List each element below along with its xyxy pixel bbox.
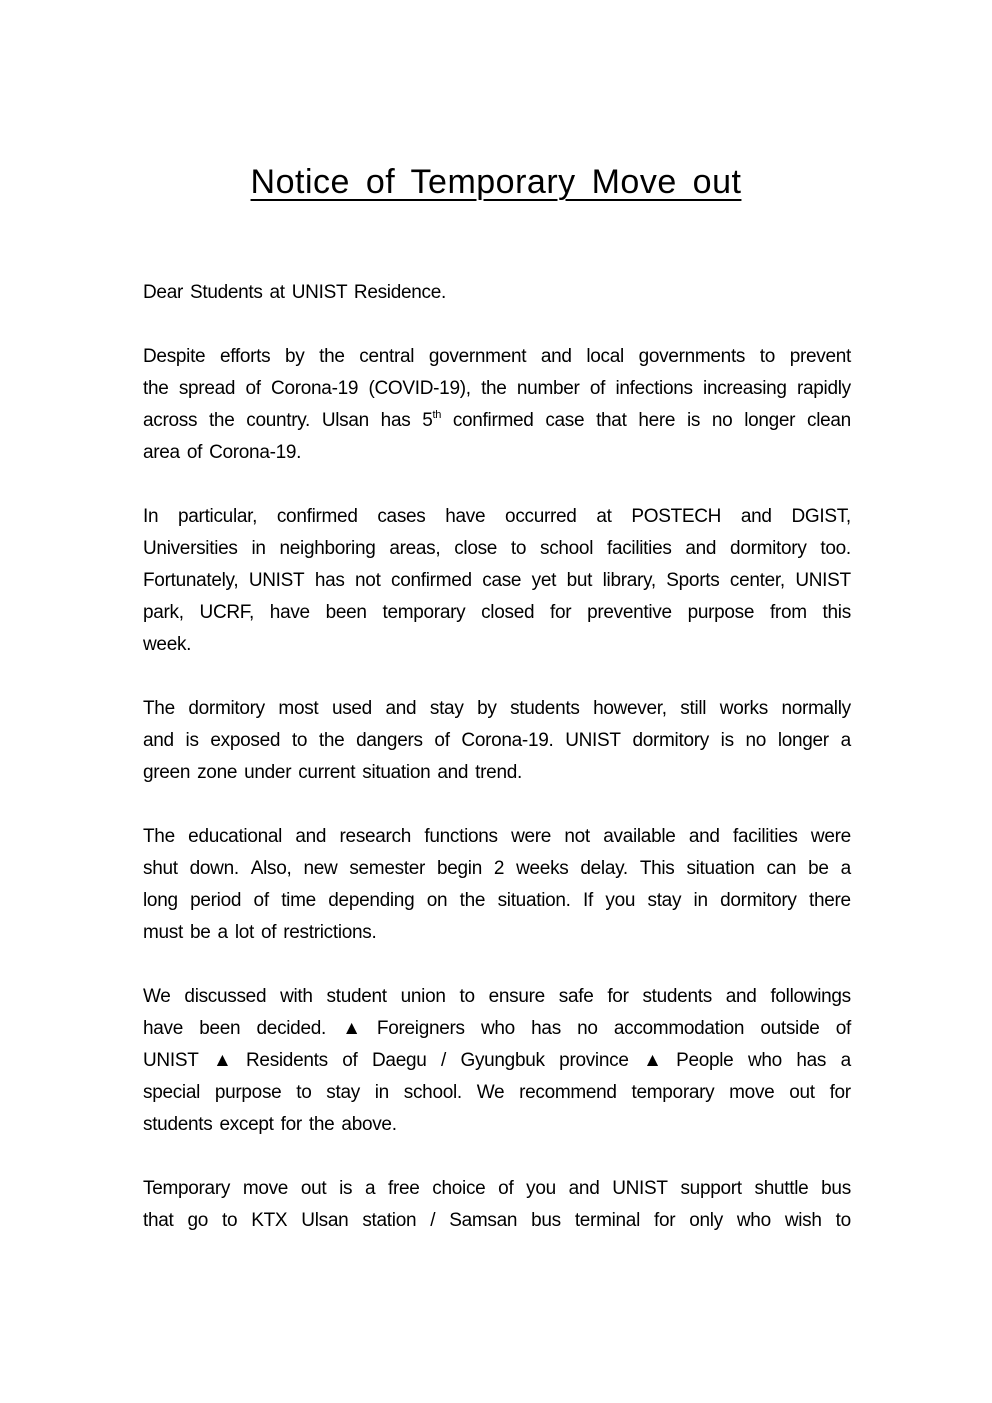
word: from xyxy=(769,602,807,623)
word: for xyxy=(550,602,572,623)
word: Despite xyxy=(143,346,206,367)
word: in xyxy=(251,538,266,559)
word: Corona-19. xyxy=(209,442,302,463)
word: preventive xyxy=(587,602,672,623)
word: governments xyxy=(638,346,746,367)
word: situation xyxy=(686,858,755,879)
word: DGIST, xyxy=(791,506,851,527)
superscript: th xyxy=(432,409,442,421)
word: central xyxy=(359,346,415,367)
word: the xyxy=(143,378,169,399)
word: week. xyxy=(143,634,192,655)
word: on xyxy=(426,890,448,911)
text-line xyxy=(143,1173,851,1205)
word: and xyxy=(740,506,772,527)
word: confirmed xyxy=(452,410,534,431)
text-line xyxy=(143,693,851,725)
word: and xyxy=(143,730,174,751)
paragraph xyxy=(143,341,851,469)
text-line xyxy=(143,405,851,437)
word: / xyxy=(430,1210,436,1231)
word: for xyxy=(829,1082,851,1103)
word: Ulsan xyxy=(301,1210,349,1231)
paragraph xyxy=(143,821,851,949)
word: of xyxy=(342,1050,358,1071)
word: the xyxy=(459,890,486,911)
word: a xyxy=(217,922,228,943)
word: free xyxy=(388,1178,420,1199)
text-line xyxy=(143,885,851,917)
word: Sports xyxy=(666,570,720,591)
word: Daegu xyxy=(372,1050,427,1071)
word: confirmed xyxy=(276,506,358,527)
word: that xyxy=(596,410,627,431)
word: The xyxy=(143,698,175,719)
word: efforts xyxy=(219,346,271,367)
word: no xyxy=(577,1018,598,1039)
word: the xyxy=(318,730,345,751)
word: of xyxy=(434,730,450,751)
word: ensure xyxy=(488,986,545,1007)
text-line xyxy=(143,853,851,885)
word: of xyxy=(253,890,269,911)
word: Gyungbuk xyxy=(460,1050,545,1071)
word: Samsan xyxy=(449,1210,518,1231)
word: restrictions. xyxy=(283,922,377,943)
word: Fortunately, xyxy=(143,570,239,591)
text-line xyxy=(143,1109,851,1141)
word: and xyxy=(437,762,469,783)
word: student xyxy=(326,986,387,1007)
word: closed xyxy=(481,602,535,623)
word: by xyxy=(477,698,497,719)
text-line xyxy=(143,757,851,789)
word: of xyxy=(186,442,203,463)
word: is xyxy=(185,730,199,751)
word: of xyxy=(589,378,606,399)
word: shuttle xyxy=(754,1178,809,1199)
word: trend. xyxy=(475,762,522,783)
text-line xyxy=(143,565,851,597)
word: to xyxy=(510,538,527,559)
word: for xyxy=(607,986,629,1007)
word: UNIST xyxy=(143,1050,199,1071)
text-line xyxy=(143,1045,851,1077)
word: this xyxy=(822,602,851,623)
word: We xyxy=(143,986,171,1007)
word: current xyxy=(298,762,356,783)
word: is xyxy=(720,730,734,751)
word: and xyxy=(685,538,717,559)
word: discussed xyxy=(184,986,267,1007)
word: who xyxy=(736,1210,771,1231)
word: Also, xyxy=(250,858,292,879)
word: and xyxy=(725,986,757,1007)
word: stay xyxy=(647,890,682,911)
word: has xyxy=(796,1050,827,1071)
word: followings xyxy=(770,986,851,1007)
word: (COVID-19), xyxy=(368,378,471,399)
word: across xyxy=(143,410,198,431)
word: students xyxy=(143,1114,213,1135)
word: increasing xyxy=(703,378,787,399)
text-line xyxy=(143,373,851,405)
word: not xyxy=(355,570,381,591)
word: has xyxy=(380,410,411,431)
word: decided. xyxy=(256,1018,326,1039)
word: temporary xyxy=(382,602,466,623)
word: long xyxy=(143,890,178,911)
word: area xyxy=(143,442,180,463)
word: UNIST xyxy=(565,730,621,751)
word: country. xyxy=(246,410,311,431)
word: station xyxy=(362,1210,417,1231)
word: case xyxy=(545,410,585,431)
word: choice xyxy=(432,1178,486,1199)
text-line xyxy=(143,725,851,757)
word: facilities xyxy=(606,538,672,559)
word: local xyxy=(586,346,624,367)
word: but xyxy=(566,570,593,591)
word: and xyxy=(688,826,720,847)
text-line xyxy=(143,917,851,949)
word: dormitory xyxy=(720,890,797,911)
word: has xyxy=(314,570,345,591)
word: under xyxy=(244,762,292,783)
word: you xyxy=(526,1178,556,1199)
word: have xyxy=(269,602,310,623)
word: ▲ xyxy=(342,1018,361,1039)
word: be xyxy=(808,858,829,879)
word: been xyxy=(199,1018,241,1039)
word: prevent xyxy=(789,346,851,367)
word: areas, xyxy=(389,538,441,559)
word: to xyxy=(296,1082,312,1103)
word: library, xyxy=(602,570,656,591)
word: KTX xyxy=(251,1210,288,1231)
paragraph xyxy=(143,501,851,661)
word: were xyxy=(810,826,851,847)
word: dormitory xyxy=(632,730,709,751)
word: The xyxy=(143,826,175,847)
word: longer xyxy=(744,410,796,431)
word: ▲ xyxy=(643,1050,662,1071)
word: school xyxy=(540,538,594,559)
word: in xyxy=(374,1082,389,1103)
word: exposed xyxy=(210,730,281,751)
word: purpose xyxy=(214,1082,282,1103)
text-line xyxy=(143,437,851,469)
word: most xyxy=(278,698,319,719)
word: lot xyxy=(234,922,254,943)
word: functions xyxy=(424,826,498,847)
word: have xyxy=(445,506,486,527)
word: is xyxy=(686,410,701,431)
word: who xyxy=(747,1050,782,1071)
word: 2 xyxy=(493,858,505,879)
word: situation xyxy=(362,762,431,783)
word: clean xyxy=(807,410,851,431)
word: down. xyxy=(189,858,239,879)
word: however, xyxy=(593,698,667,719)
word: POSTECH xyxy=(631,506,722,527)
word: purpose xyxy=(687,602,755,623)
word: have xyxy=(143,1018,184,1039)
word: confirmed xyxy=(391,570,472,591)
salutation-paragraph xyxy=(143,277,851,309)
salutation: Dear Students at UNIST Residence. xyxy=(143,282,446,303)
text-line xyxy=(143,629,851,661)
word: no xyxy=(745,730,767,751)
word: period xyxy=(190,890,242,911)
word: cases xyxy=(377,506,426,527)
word: stay xyxy=(326,1082,360,1103)
word: Foreigners xyxy=(376,1018,465,1039)
word: been xyxy=(325,602,367,623)
word: for xyxy=(653,1210,676,1231)
word: the xyxy=(308,1114,335,1135)
word: infections xyxy=(615,378,693,399)
text-line xyxy=(143,1077,851,1109)
word: move xyxy=(242,1178,289,1199)
text-line xyxy=(143,981,851,1013)
word: government xyxy=(428,346,527,367)
word: used xyxy=(331,698,372,719)
word: normally xyxy=(781,698,851,719)
word: not xyxy=(564,826,590,847)
word: green xyxy=(143,762,191,783)
word: union xyxy=(400,986,446,1007)
word: recommend xyxy=(519,1082,617,1103)
word: were xyxy=(511,826,552,847)
word: UNIST xyxy=(612,1178,668,1199)
word: of xyxy=(245,378,261,399)
paragraph xyxy=(143,693,851,789)
word: out xyxy=(300,1178,327,1199)
word: for xyxy=(280,1114,302,1135)
text-line xyxy=(143,1013,851,1045)
word: the xyxy=(208,410,235,431)
word: In xyxy=(143,506,159,527)
word: is xyxy=(339,1178,353,1199)
word: Temporary xyxy=(143,1178,231,1199)
word: temporary xyxy=(631,1082,715,1103)
word: bus xyxy=(531,1210,561,1231)
word: semester xyxy=(349,858,426,879)
word: with xyxy=(280,986,313,1007)
word: to xyxy=(459,986,475,1007)
word: case xyxy=(482,570,522,591)
word: still xyxy=(680,698,707,719)
word: must xyxy=(143,922,183,943)
word: a xyxy=(840,858,851,879)
word: students xyxy=(642,986,712,1007)
word: center, xyxy=(729,570,785,591)
word: 5th xyxy=(422,409,442,431)
word: new xyxy=(303,858,338,879)
word: This xyxy=(639,858,675,879)
word: of xyxy=(498,1178,514,1199)
word: the xyxy=(319,346,345,367)
word: number xyxy=(516,378,580,399)
word: dangers xyxy=(356,730,423,751)
text-line xyxy=(143,1205,851,1237)
word: zone xyxy=(197,762,238,783)
word: terminal xyxy=(574,1210,640,1231)
word: Universities xyxy=(143,538,238,559)
word: depending xyxy=(328,890,415,911)
word: research xyxy=(339,826,412,847)
word: ▲ xyxy=(213,1050,232,1071)
word: UCRF, xyxy=(199,602,254,623)
word: bus xyxy=(821,1178,851,1199)
word: If xyxy=(583,890,593,911)
word: delay. xyxy=(580,858,628,879)
word: Corona-19. xyxy=(461,730,554,751)
word: you xyxy=(605,890,636,911)
word: accommodation xyxy=(613,1018,745,1039)
word: only xyxy=(689,1210,723,1231)
word: situation. xyxy=(497,890,571,911)
word: of xyxy=(835,1018,851,1039)
word: close xyxy=(454,538,498,559)
word: Residents xyxy=(246,1050,328,1071)
paragraph xyxy=(143,1173,851,1237)
word: occurred xyxy=(505,506,577,527)
word: who xyxy=(480,1018,515,1039)
word: rapidly xyxy=(796,378,851,399)
word: to xyxy=(759,346,776,367)
word: students xyxy=(510,698,580,719)
title-text: Notice of Temporary Move out xyxy=(250,163,742,201)
word: wish xyxy=(784,1210,822,1231)
word: go xyxy=(187,1210,209,1231)
word: and xyxy=(568,1178,600,1199)
text-line xyxy=(143,597,851,629)
word: park, xyxy=(143,602,184,623)
word: facilities xyxy=(733,826,798,847)
word: neighboring xyxy=(279,538,376,559)
word: particular, xyxy=(178,506,258,527)
word: works xyxy=(719,698,768,719)
word: has xyxy=(531,1018,561,1039)
word: can xyxy=(766,858,797,879)
word: available xyxy=(603,826,676,847)
word: dormitory xyxy=(730,538,807,559)
word: Corona-19 xyxy=(271,378,359,399)
word: spread xyxy=(178,378,236,399)
text-line xyxy=(143,533,851,565)
paragraph xyxy=(143,981,851,1141)
word: and xyxy=(540,346,572,367)
word: We xyxy=(476,1082,505,1103)
word: at xyxy=(596,506,612,527)
word: too. xyxy=(820,538,851,559)
word: no xyxy=(711,410,733,431)
word: be xyxy=(189,922,211,943)
word: to xyxy=(222,1210,238,1231)
word: province xyxy=(559,1050,629,1071)
word: outside xyxy=(760,1018,820,1039)
document-title xyxy=(0,160,992,204)
word: longer xyxy=(777,730,829,751)
word: begin xyxy=(436,858,482,879)
word: in xyxy=(693,890,708,911)
word: shut xyxy=(143,858,178,879)
word: except xyxy=(219,1114,274,1135)
word: educational xyxy=(188,826,283,847)
word: support xyxy=(680,1178,742,1199)
word: move xyxy=(729,1082,775,1103)
word: dormitory xyxy=(188,698,265,719)
word: to xyxy=(291,730,308,751)
word: UNIST xyxy=(248,570,305,591)
word: and xyxy=(385,698,417,719)
text-line xyxy=(143,501,851,533)
word: to xyxy=(835,1210,851,1231)
word: that xyxy=(143,1210,174,1231)
word: above. xyxy=(341,1114,397,1135)
word: school. xyxy=(403,1082,462,1103)
word: out xyxy=(789,1082,815,1103)
document-body xyxy=(143,277,851,1269)
text-line xyxy=(143,821,851,853)
word: weeks xyxy=(516,858,569,879)
word: UNIST xyxy=(795,570,851,591)
word: special xyxy=(143,1082,201,1103)
word: of xyxy=(260,922,277,943)
word: and xyxy=(295,826,327,847)
paragraph-list xyxy=(143,341,851,1237)
text-line xyxy=(143,341,851,373)
word: here xyxy=(638,410,676,431)
word: a xyxy=(364,1178,376,1199)
word: stay xyxy=(429,698,464,719)
word: a xyxy=(840,730,851,751)
word: Ulsan xyxy=(321,410,369,431)
word: by xyxy=(285,346,305,367)
word: People xyxy=(676,1050,734,1071)
word: safe xyxy=(558,986,594,1007)
word: the xyxy=(481,378,507,399)
word: a xyxy=(840,1050,851,1071)
word: time xyxy=(281,890,316,911)
word: yet xyxy=(531,570,557,591)
word: / xyxy=(441,1050,446,1071)
word: there xyxy=(809,890,851,911)
